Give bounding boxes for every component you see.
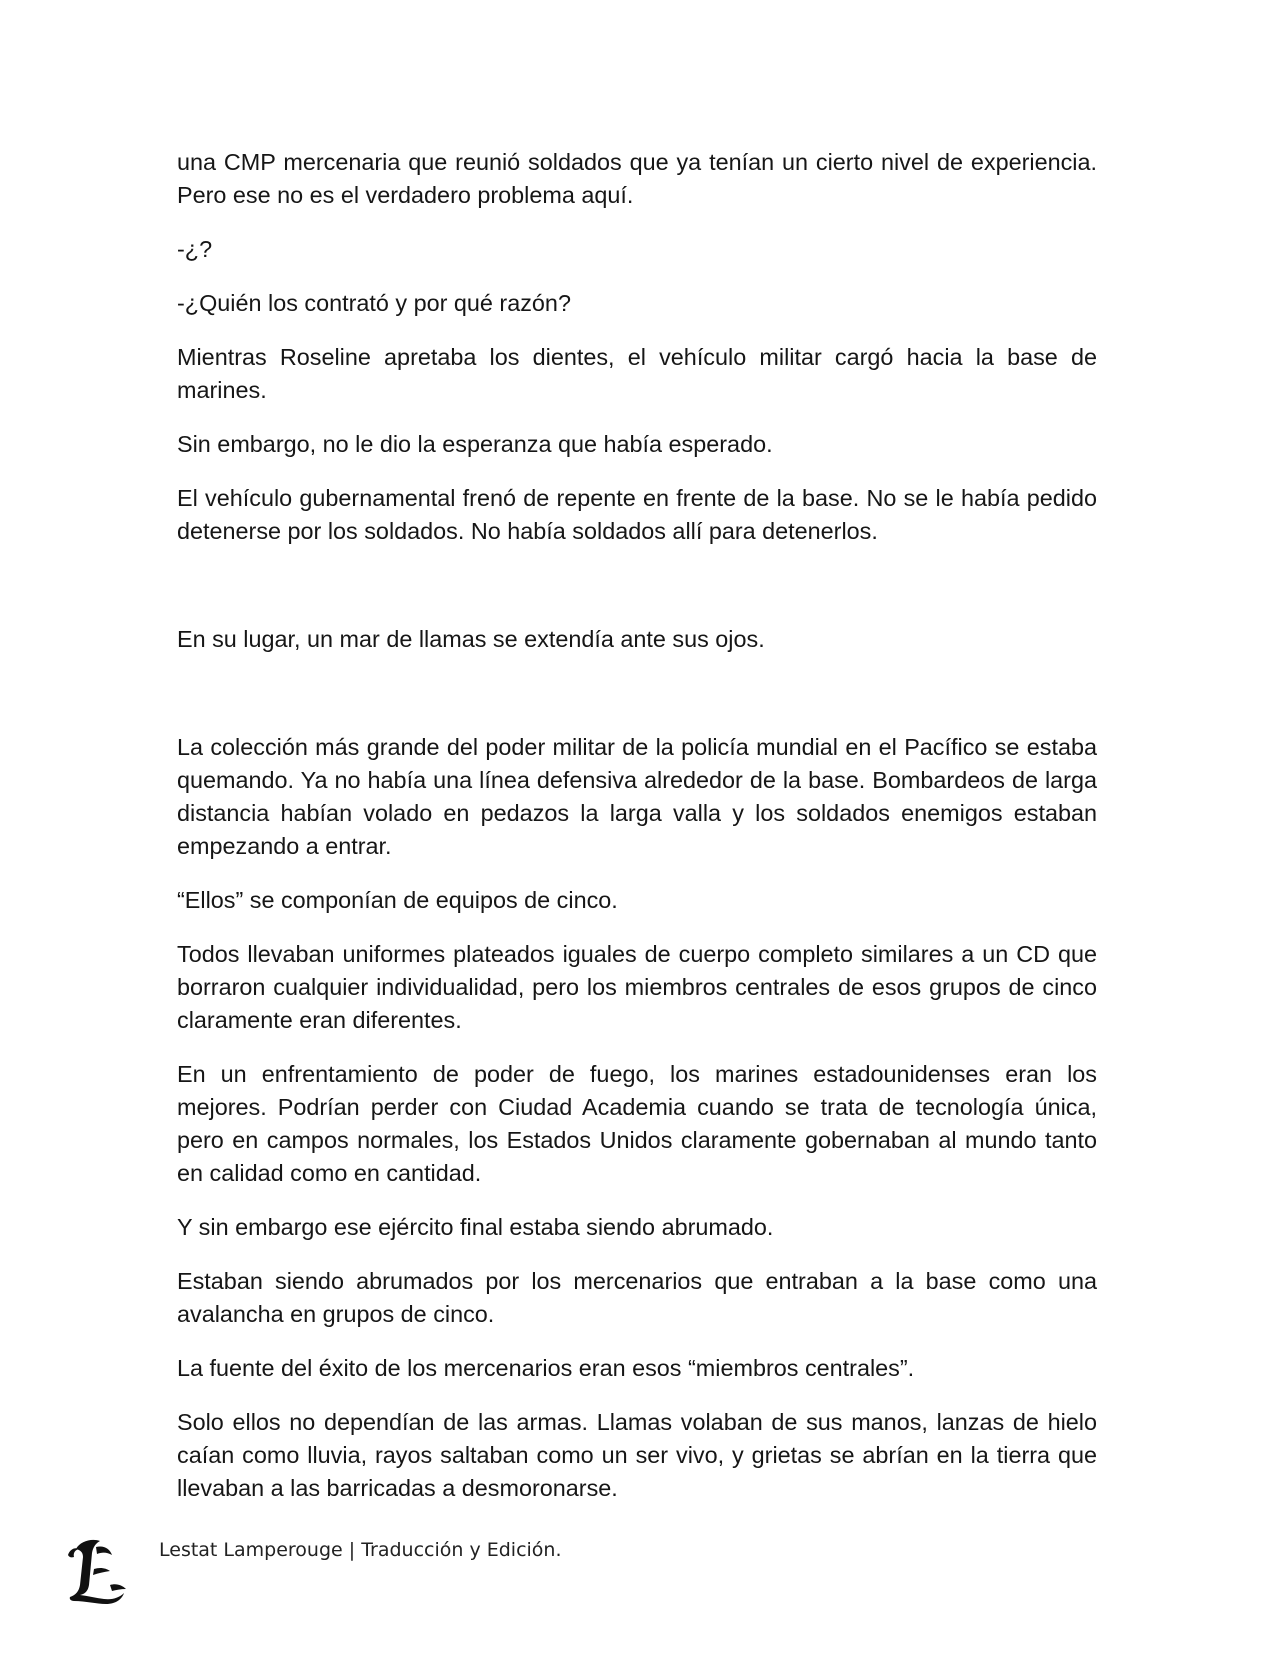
paragraph: La fuente del éxito de los mercenarios eran esos “miembros centrales”. [177, 1355, 915, 1381]
paragraph: En un enfrentamiento de poder de fuego, los marines estadounidenses eran los mejores. Podrían perder con Ciudad Academia cuando se trata de tecnología única, pero en campos normales, los Estados Unidos claramente gobernaban al mundo tanto en calidad como en cantidad. [177, 1061, 1097, 1186]
paragraph: Estaban siendo abrumados por los mercenarios que entraban a la base como una avalancha en grupos de cinco. [177, 1268, 1097, 1327]
paragraph: Sin embargo, no le dio la esperanza que había esperado. [177, 431, 773, 457]
page-footer [66, 1535, 766, 1605]
paragraph: Y sin embargo ese ejército final estaba siendo abrumado. [177, 1214, 774, 1240]
paragraph: Solo ellos no dependían de las armas. Llamas volaban de sus manos, lanzas de hielo caían como lluvia, rayos saltaban como un ser vivo, y grietas se abrían en la tierra que llevaban a las barricadas a desmoronarse. [177, 1409, 1097, 1501]
paragraph: Mientras Roseline apretaba los dientes, el vehículo militar cargó hacia la base de marines. [177, 344, 1097, 403]
paragraph: El vehículo gubernamental frenó de repente en frente de la base. No se le había pedido detenerse por los soldados. No había soldados allí para detenerlos. [177, 485, 1097, 544]
paragraph: -¿Quién los contrató y por qué razón? [177, 290, 571, 316]
paragraph: -¿? [177, 236, 213, 262]
paragraph: La colección más grande del poder militar de la policía mundial en el Pacífico se estaba quemando. Ya no había una línea defensiva alrededor de la base. Bombardeos de larga distancia habían volado en pedazos la larga valla y los soldados enemigos estaban empezando a entrar. [177, 734, 1097, 859]
footer-credit: Lestat Lamperouge | Traducción y Edición. [159, 1539, 562, 1561]
paragraph: Todos llevaban uniformes plateados iguales de cuerpo completo similares a un CD que borraron cualquier individualidad, pero los miembros centrales de esos grupos de cinco claramente eran diferentes. [177, 941, 1097, 1033]
paragraph: “Ellos” se componían de equipos de cinco. [177, 887, 618, 913]
body-text [177, 146, 1097, 1526]
gothic-l-logo-icon [66, 1535, 130, 1605]
paragraph: una CMP mercenaria que reunió soldados que ya tenían un cierto nivel de experiencia. Pero ese no es el verdadero problema aquí. [177, 149, 1097, 208]
paragraph: En su lugar, un mar de llamas se extendía ante sus ojos. [177, 626, 765, 652]
